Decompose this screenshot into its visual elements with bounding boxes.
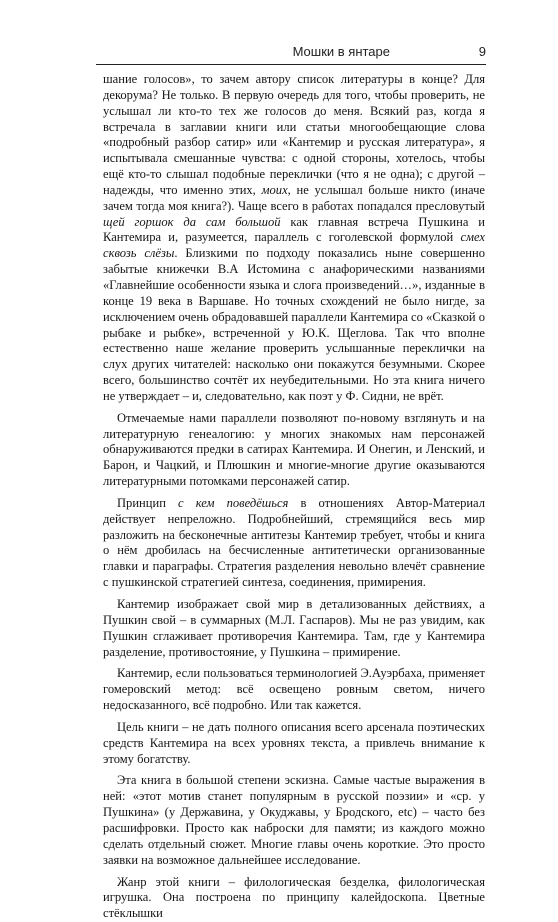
text-run: Жанр этой книги – филологическая безделка, филологическая игрушка. Она построена по принципу калейдоскопа. Цветные стёклышки [103, 875, 485, 921]
text-run: Кантемир изображает свой мир в детализованных действиях, а Пушкин свой – в суммарных (М.Л. Гаспаров). Мы не раз увидим, как Пушкин сглаживает противоречия Кантемира. Там, где у Кантемира разделение, противостояние, у Пушкина – примирение. [103, 597, 485, 659]
text-run: в отношениях Автор-Материал действует непреложно. Подробнейший, стремящийся весь мир разложить на бесконечные антитезы Кантемир требует, чтобы и книга о нём дробилась на бесчисленные антитетически организованные главки и параграфы. Стратегия разделения невольно влечёт сравнение с пушкинской стратегией синтеза, соединения, примирения. [103, 496, 485, 589]
text-run: Кантемир, если пользоваться терминологией Э.Ауэрбаха, применяет гомеровский метод: всё освещено ровным светом, ничего недосказанного, всё подробно. Или так кажется. [103, 666, 485, 712]
text-run: Цель книги – не дать полного описания всего арсенала поэтических средств Кантемира на всех уровнях текста, а привлечь внимание к этому богатству. [103, 720, 485, 766]
text-run: Принцип [117, 496, 178, 510]
text-run: Эта книга в большой степени эскизна. Самые частые выражения в ней: «этот мотив станет популярным в русской поэзии» и «ср. у Пушкина» (у Державина, у Окуджавы, у Бродского, etc) – часто без расшифровки. Просто как наброски для памяти; из каждого можно сделать отдельный сюжет. Многие главы очень короткие. Это просто заявки на возможное дальнейшее исследование. [103, 773, 485, 866]
body-text [103, 72, 485, 922]
paragraph-6 [103, 720, 485, 768]
italic-phrase: моих [262, 183, 288, 197]
paragraph-2 [103, 411, 485, 490]
text-run: Отмечаемые нами параллели позволяют по-новому взглянуть и на литературную генеалогию: у многих знакомых нам персонажей обнаруживаются предки в сатирах Кантемира. И Онегин, и Ленский, и Барон, и Чацкий, и Плюшкин и многие-многие другие оказываются литературными потомками персонажей сатир. [103, 411, 485, 488]
page-number: 9 [479, 44, 486, 59]
text-run: как главная встреча Пушкина и Кантемира и, разумеется, параллель с гоголевской формулой [103, 215, 485, 245]
paragraph-5 [103, 666, 485, 714]
italic-phrase: смех сквозь слёзы [103, 230, 485, 260]
text-run: . Близкими по подходу показались ныне совершенно забытые книжечки В.А Истомина с анафорическими названиями «Главнейшие особенности языка и слога произведений…», изданные в конце 19 века в Варшаве. Но точных схождений не было нигде, за исключением очень обрадовавшей параллели Кантемира со «Сказкой о рыбаке и рыбке», встреченной у Ю.К. Щеглова. Так что вполне естественно наше желание проверить услышанные переклички на слух других читателей: насколько они покажутся безумными. Скорее всего, большинство сочтёт их неубедительными. Но эта книга ничего не утверждает – и, следовательно, как поэт у Ф. Сидни, не врёт. [103, 246, 485, 403]
text-run: шание голосов», то зачем автору список литературы в конце? Для декорума? Не только. В первую очередь для того, чтобы проверить, не услышал ли кто-то тех же голосов до меня. Всякий раз, когда я встречала в заглавии книги или статьи многообещающие слова «подробный разбор сатир» или «Кантемир и русская литература», я испытывала смешанные чувства: с одной стороны, хотелось, чтобы ещё кто-то слышал подобные переклички (что я не одна); с другой – надежды, что именно этих, [103, 72, 485, 197]
paragraph-3 [103, 496, 485, 591]
italic-phrase: с кем поведёшься [178, 496, 288, 510]
text-run: , не услышал больше никто (иначе зачем тогда моя книга?). Чаще всего в работах попадался пресловутый [103, 183, 485, 213]
paragraph-1 [103, 72, 485, 405]
italic-phrase: щей горшок да сам большой [103, 215, 281, 229]
paragraph-4 [103, 597, 485, 660]
running-head [96, 38, 486, 65]
running-title: Мошки в янтаре [293, 44, 390, 59]
paragraph-8 [103, 875, 485, 922]
paragraph-7 [103, 773, 485, 868]
